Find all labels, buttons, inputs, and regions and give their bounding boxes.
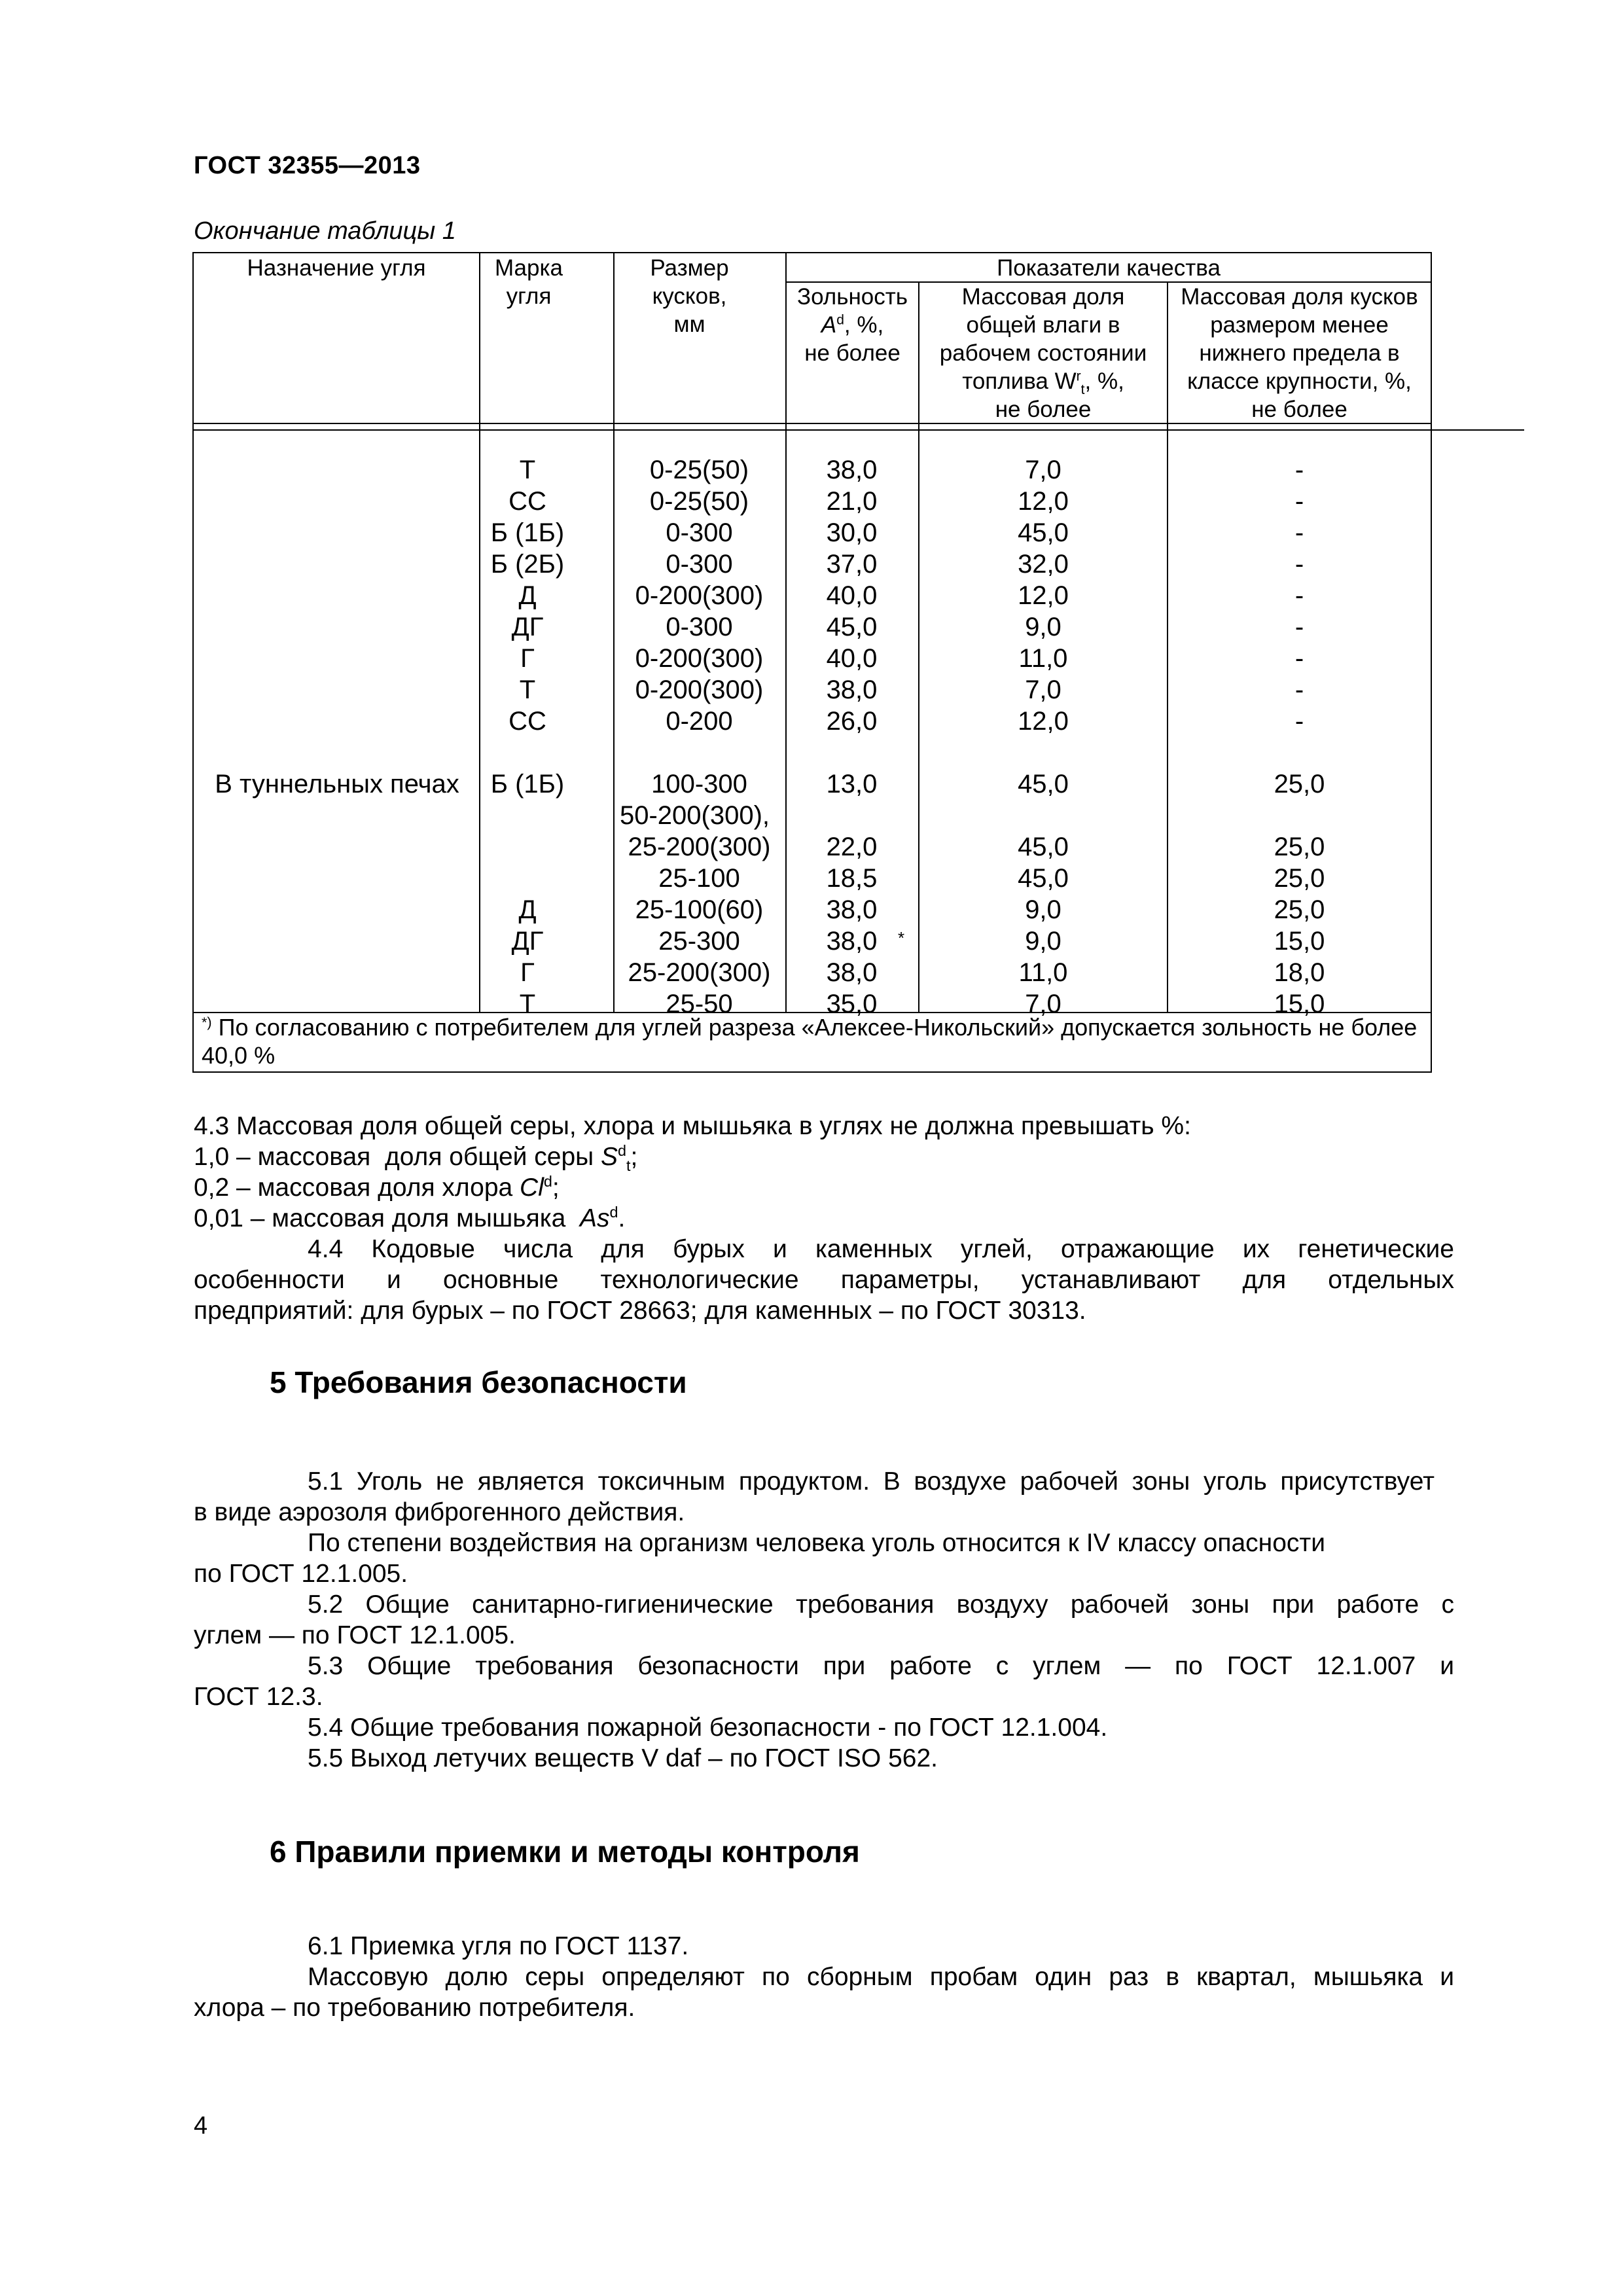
- table-cell-ash: 38,0: [826, 675, 878, 704]
- table-cell-grade: Б (2Б): [490, 550, 565, 579]
- table-cell-purpose: [196, 454, 478, 486]
- table-cell-purpose: [196, 831, 478, 863]
- section-5-title: 5 Требования безопасности: [270, 1365, 687, 1399]
- table-cell-grade: [482, 863, 573, 894]
- table-cell-fines: -: [1294, 550, 1304, 579]
- paragraph-4-4-line: 4.4 Кодовые числа для бурых и каменных углей, отражающие их генетические: [308, 1235, 1454, 1263]
- table-cell-fines: 15,0: [1274, 990, 1325, 1018]
- table-cell-ash: 35,0: [826, 990, 878, 1018]
- table-cell-moisture: 45,0: [1018, 833, 1069, 861]
- limit-chlorine: 0,2 – массовая доля хлора Cl$^d$;: [194, 1173, 560, 1202]
- table-cell-grade: Д: [518, 895, 537, 924]
- table-footnote: *) По согласованию с потребителем для углей разреза «Алексее-Никольский» допускается зольность не более 40,0 %: [202, 1014, 1418, 1069]
- table-cell-ash: 38,0: [826, 456, 878, 484]
- table-cell-moisture: 45,0: [1018, 770, 1069, 798]
- table-cell-moisture: 7,0: [1025, 990, 1061, 1018]
- table-cell-fines: -: [1294, 487, 1304, 516]
- table-cell-grade: [482, 737, 573, 768]
- table-cell-ash: [788, 737, 916, 768]
- footnote-marker: *): [202, 1014, 212, 1030]
- table-cell-purpose: [196, 517, 478, 548]
- col-header-moisture: Массовая доля общей влаги в рабочем состоянии топлива $W^r_t$, %, не более: [939, 284, 1147, 422]
- table-cell-ash: 37,0: [826, 550, 878, 579]
- section-5-line: 5.4 Общие требования пожарной безопасности - по ГОСТ 12.1.004.: [308, 1713, 1108, 1742]
- table-cell-ash: 22,0: [826, 833, 878, 861]
- col-header-grade: Марка угля: [494, 255, 563, 309]
- section-5-line: ГОСТ 12.3.: [194, 1683, 323, 1711]
- col-purpose: [196, 454, 478, 1020]
- table-cell-ash: 45,0: [826, 613, 878, 641]
- table-cell-size: 0-200(300): [635, 644, 764, 673]
- paragraph-4-3: 4.3 Массовая доля общей серы, хлора и мышьяка в углях не должна превышать %:: [194, 1112, 1191, 1140]
- col-header-size: Размер кусков, мм: [650, 255, 729, 337]
- table-divider: [1167, 281, 1168, 1012]
- section-5-line: По степени воздействия на организм человека уголь относится к IV классу опасности: [308, 1529, 1326, 1557]
- section-5-line: 5.5 Выход летучих веществ V daf – по ГОСТ ISO 562.: [308, 1744, 938, 1772]
- table-cell-moisture: [921, 737, 1166, 768]
- table-cell-purpose: [196, 611, 478, 643]
- table-cell-grade: СС: [508, 707, 546, 736]
- table-cell-grade: ДГ: [511, 613, 544, 641]
- table-cell-fines: -: [1294, 613, 1304, 641]
- col-grade: [482, 454, 573, 1020]
- col-size: [616, 454, 783, 1020]
- col-header-ash: Зольность $A^d$, %, не более: [796, 284, 908, 366]
- table-divider: [613, 252, 615, 1012]
- table-cell-fines: -: [1294, 644, 1304, 673]
- table-cell-moisture: [921, 800, 1166, 831]
- table-cell-size: 0-300: [666, 613, 733, 641]
- table-cell-moisture: 11,0: [1018, 958, 1068, 987]
- table-cell-grade: СС: [508, 487, 546, 516]
- col-fines: [1169, 454, 1429, 1020]
- table-cell-purpose: [196, 580, 478, 611]
- table-cell-moisture: 12,0: [1018, 487, 1069, 516]
- table-cell-size: 25-100: [658, 864, 740, 893]
- table-cell-ash: 38,0: [826, 895, 878, 924]
- table-cell-ash: 18,5: [826, 864, 878, 893]
- table-cell-size: 0-200(300): [635, 675, 764, 704]
- table-cell-size: 25-50: [666, 990, 733, 1018]
- page-number: 4: [194, 2112, 208, 2140]
- table-divider: [918, 281, 919, 1012]
- table-cell-grade: Г: [520, 958, 535, 987]
- table-cell-purpose: В туннельных печах: [215, 770, 459, 798]
- table-cell-fines: 25,0: [1274, 895, 1325, 924]
- table-cell-purpose: [196, 706, 478, 737]
- table-cell-moisture: 9,0: [1025, 927, 1061, 956]
- table-cell-fines: -: [1294, 581, 1304, 610]
- table-border-top: [192, 252, 1432, 253]
- paragraph-4-4-line: особенности и основные технологические параметры, устанавливают для отдельных: [194, 1266, 1454, 1294]
- table-cell-purpose: [196, 737, 478, 768]
- table-cell-purpose: [196, 643, 478, 674]
- table-cell-size: [616, 737, 783, 768]
- limit-arsenic: 0,01 – массовая доля мышьяка As$^d$.: [194, 1204, 626, 1232]
- table-cell-size: 0-200(300): [635, 581, 764, 610]
- table-cell-moisture: 12,0: [1018, 581, 1069, 610]
- table-cell-grade: Г: [520, 644, 535, 673]
- table-cell-purpose: [196, 863, 478, 894]
- table-cell-fines: 18,0: [1274, 958, 1325, 987]
- table-cell-fines: 25,0: [1274, 864, 1325, 893]
- table-cell-grade: Т: [519, 675, 536, 704]
- table-divider: [785, 252, 787, 1012]
- table-cell-purpose: [196, 486, 478, 517]
- table-cell-ash: [788, 800, 916, 831]
- table-cell-purpose: [196, 925, 478, 957]
- table-cell-ash: 38,0: [826, 958, 878, 987]
- table-cell-size: 0-300: [666, 550, 733, 579]
- section-5-line: 5.1 Уголь не является токсичным продуктом. В воздухе рабочей зоны уголь присутствует: [308, 1467, 1435, 1496]
- table-cell-grade: ДГ: [511, 927, 544, 956]
- table-cell-moisture: 9,0: [1025, 895, 1061, 924]
- table-cell-purpose: [196, 957, 478, 988]
- table-cell-fines: -: [1294, 675, 1304, 704]
- table-cell-fines: 15,0: [1274, 927, 1325, 956]
- table-cell-grade: [482, 800, 573, 831]
- table-cell-ash: 40,0: [826, 644, 878, 673]
- table-cell-grade: Д: [518, 581, 537, 610]
- col-ash: [788, 454, 916, 1020]
- table-cell-grade: Т: [519, 456, 536, 484]
- table-cell-purpose: [196, 674, 478, 706]
- table-cell-moisture: 7,0: [1025, 456, 1061, 484]
- table-cell-size: 100-300: [651, 770, 747, 798]
- table-cell-grade: Б (1Б): [490, 518, 565, 547]
- table-cell-size: 25-200(300): [628, 958, 771, 987]
- col-header-quality-group: Показатели качества: [997, 255, 1221, 281]
- section-5-line: в виде аэрозоля фиброгенного действия.: [194, 1498, 685, 1526]
- table-cell-size: 50-200(300),: [619, 801, 770, 830]
- section-6-line: хлора – по требованию потребителя.: [194, 1994, 635, 2022]
- table-cell-moisture: 11,0: [1018, 644, 1068, 673]
- table-divider: [192, 429, 1524, 431]
- table-cell-size: 0-25(50): [649, 456, 749, 484]
- table-cell-ash: 26,0: [826, 707, 878, 736]
- table-cell-ash: 40,0: [826, 581, 878, 610]
- section-6-line: Массовую долю серы определяют по сборным пробам один раз в квартал, мышьяка и: [308, 1963, 1454, 1991]
- table-cell-grade: Т: [519, 990, 536, 1018]
- col-moisture: [921, 454, 1166, 1020]
- section-5-line: углем — по ГОСТ 12.1.005.: [194, 1621, 516, 1649]
- table-cell-moisture: 45,0: [1018, 518, 1069, 547]
- section-5-line: 5.2 Общие санитарно-гигиенические требования воздуху рабочей зоны при работе с: [308, 1590, 1454, 1619]
- limit-sulfur: 1,0 – массовая доля общей серы $S^d_t$;: [194, 1142, 638, 1174]
- table-cell-fines: 25,0: [1274, 770, 1325, 798]
- table-cell-purpose: [196, 894, 478, 925]
- section-5-line: по ГОСТ 12.1.005.: [194, 1560, 408, 1588]
- table-border-left: [192, 252, 194, 1073]
- table-cell-fines: -: [1294, 456, 1304, 484]
- table-cell-moisture: 12,0: [1018, 707, 1069, 736]
- table-border-bottom: [192, 1071, 1432, 1073]
- table-cell-size: 0-200: [666, 707, 733, 736]
- table-cell-fines: [1169, 800, 1429, 831]
- table-cell-moisture: 9,0: [1025, 613, 1061, 641]
- table-cell-ash: 13,0: [826, 770, 878, 798]
- table-cell-purpose: [196, 548, 478, 580]
- table-border-right: [1431, 252, 1432, 1073]
- table-cell-grade: [482, 831, 573, 863]
- col-header-fines: Массовая доля кусков размером менее нижнего предела в классе крупности, %, не более: [1181, 284, 1418, 422]
- table-cell-fines: -: [1294, 707, 1304, 736]
- table-cell-size: 0-300: [666, 518, 733, 547]
- table-cell-fines: [1169, 737, 1429, 768]
- table-cell-ash: 38,0: [826, 927, 878, 956]
- table-caption: Окончание таблицы 1: [194, 217, 456, 245]
- section-5-line: 5.3 Общие требования безопасности при работе с углем — по ГОСТ 12.1.007 и: [308, 1652, 1454, 1680]
- document-code: ГОСТ 32355—2013: [194, 152, 421, 179]
- ash-footnote-marker: *: [898, 928, 905, 948]
- section-6-line: 6.1 Приемка угля по ГОСТ 1137.: [308, 1932, 689, 1960]
- table-cell-ash: 21,0: [826, 487, 878, 516]
- section-6-title: 6 Правили приемки и методы контроля: [270, 1835, 860, 1869]
- table-cell-fines: 25,0: [1274, 833, 1325, 861]
- table-cell-size: 25-200(300): [628, 833, 771, 861]
- table-cell-grade: Б (1Б): [490, 770, 565, 798]
- table-cell-moisture: 45,0: [1018, 864, 1069, 893]
- table-cell-fines: -: [1294, 518, 1304, 547]
- table-cell-size: 25-300: [658, 927, 740, 956]
- paragraph-4-4-line: предприятий: для бурых – по ГОСТ 28663; для каменных – по ГОСТ 30313.: [194, 1297, 1086, 1325]
- col-header-purpose: Назначение угля: [247, 255, 426, 281]
- table-cell-purpose: [196, 800, 478, 831]
- table-cell-size: 0-25(50): [649, 487, 749, 516]
- table-cell-moisture: 7,0: [1025, 675, 1061, 704]
- table-cell-moisture: 32,0: [1018, 550, 1069, 579]
- table-divider: [479, 252, 480, 1012]
- table-cell-ash: 30,0: [826, 518, 878, 547]
- table-cell-size: 25-100(60): [635, 895, 764, 924]
